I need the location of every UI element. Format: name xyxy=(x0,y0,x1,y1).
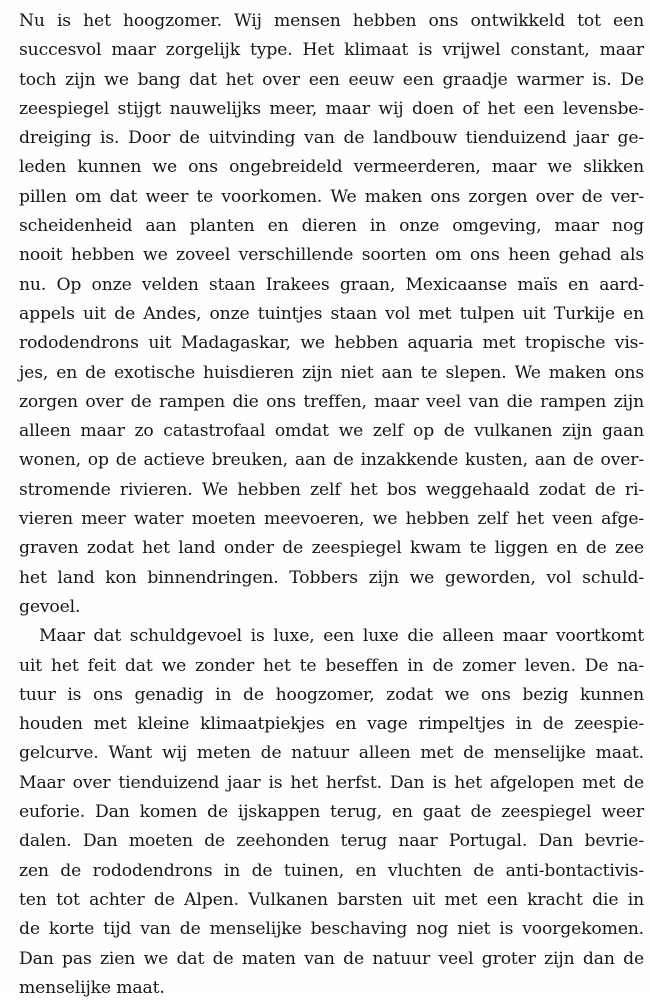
text-line: rododendrons uit Madagaskar, we hebben aquaria met tropische vis- xyxy=(19,333,644,354)
text-line: euforie. Dan komen de ijskappen terug, en gaat de zeespiegel weer xyxy=(19,802,644,823)
text-line: de korte tijd van de menselijke beschaving nog niet is voorgekomen. xyxy=(19,919,644,940)
text-line-first: Maar dat schuldgevoel is luxe, een luxe die alleen maar voortkomt xyxy=(39,626,644,647)
text-line: dreiging is. Door de uitvinding van de landbouw tienduizend jaar ge- xyxy=(19,128,644,149)
paragraph-1 xyxy=(19,7,644,622)
text-line: nooit hebben we zoveel verschillende soorten om ons heen gehad als xyxy=(19,245,644,266)
text-line: alleen maar zo catastrofaal omdat we zelf op de vulkanen zijn gaan xyxy=(19,421,644,442)
text-line: Maar over tienduizend jaar is het herfst. Dan is het afgelopen met de xyxy=(19,772,644,793)
text-line: houden met kleine klimaatpiekjes en vage rimpeltjes in de zeespie- xyxy=(19,714,644,735)
text-line: leden kunnen we ons ongebreideld vermeerderen, maar we slikken xyxy=(19,157,644,178)
text-line: gelcurve. Want wij meten de natuur alleen met de menselijke maat. xyxy=(19,743,644,764)
text-line: scheidenheid aan planten en dieren in onze omgeving, maar nog xyxy=(19,216,644,237)
text-line: graven zodat het land onder de zeespiegel kwam te liggen en de zee xyxy=(19,538,644,559)
text-line: tuur is ons genadig in de hoogzomer, zodat we ons bezig kunnen xyxy=(19,684,644,705)
text-line: Nu is het hoogzomer. Wij mensen hebben ons ontwikkeld tot een xyxy=(19,11,644,31)
text-line: zen de rododendrons in de tuinen, en vluchten de anti-bontactivis- xyxy=(19,860,644,881)
text-line: appels uit de Andes, onze tuintjes staan vol met tulpen uit Turkije en xyxy=(19,303,644,324)
text-line: zeespiegel stijgt nauwelijks meer, maar wij doen of het een levensbe- xyxy=(19,98,644,119)
text-line: het land kon binnendringen. Tobbers zijn we geworden, vol schuld- xyxy=(19,567,644,588)
text-line-last: gevoel. xyxy=(19,596,81,617)
text-line: uit het feit dat we zonder het te beseffen in de zomer leven. De na- xyxy=(19,655,644,676)
text-line: vieren meer water moeten meevoeren, we hebben zelf het veen afge- xyxy=(19,509,644,530)
text-line: dalen. Dan moeten de zeehonden terug naar Portugal. Dan bevrie- xyxy=(19,831,644,852)
body-text xyxy=(19,7,644,1003)
text-line: wonen, op de actieve breuken, aan de inzakkende kusten, aan de over- xyxy=(19,450,644,471)
text-line: ten tot achter de Alpen. Vulkanen barsten uit met een kracht die in xyxy=(19,889,644,910)
text-line: jes, en de exotische huisdieren zijn niet aan te slepen. We maken ons xyxy=(19,362,644,383)
text-line: nu. Op onze velden staan Irakees graan, Mexicaanse maïs en aard- xyxy=(19,274,644,295)
text-line-last: menselijke maat. xyxy=(19,977,165,998)
text-line: succesvol maar zorgelijk type. Het klimaat is vrijwel constant, maar xyxy=(19,40,644,61)
paragraph-2 xyxy=(19,622,644,1003)
text-line: toch zijn we bang dat het over een eeuw een graadje warmer is. De xyxy=(19,69,644,90)
text-line: pillen om dat weer te voorkomen. We maken ons zorgen over de ver- xyxy=(19,186,644,207)
text-line: stromende rivieren. We hebben zelf het bos weggehaald zodat de ri- xyxy=(19,479,644,500)
text-line: Dan pas zien we dat de maten van de natuur veel groter zijn dan de xyxy=(19,948,644,969)
text-line: zorgen over de rampen die ons treffen, maar veel van die rampen zijn xyxy=(19,391,644,412)
